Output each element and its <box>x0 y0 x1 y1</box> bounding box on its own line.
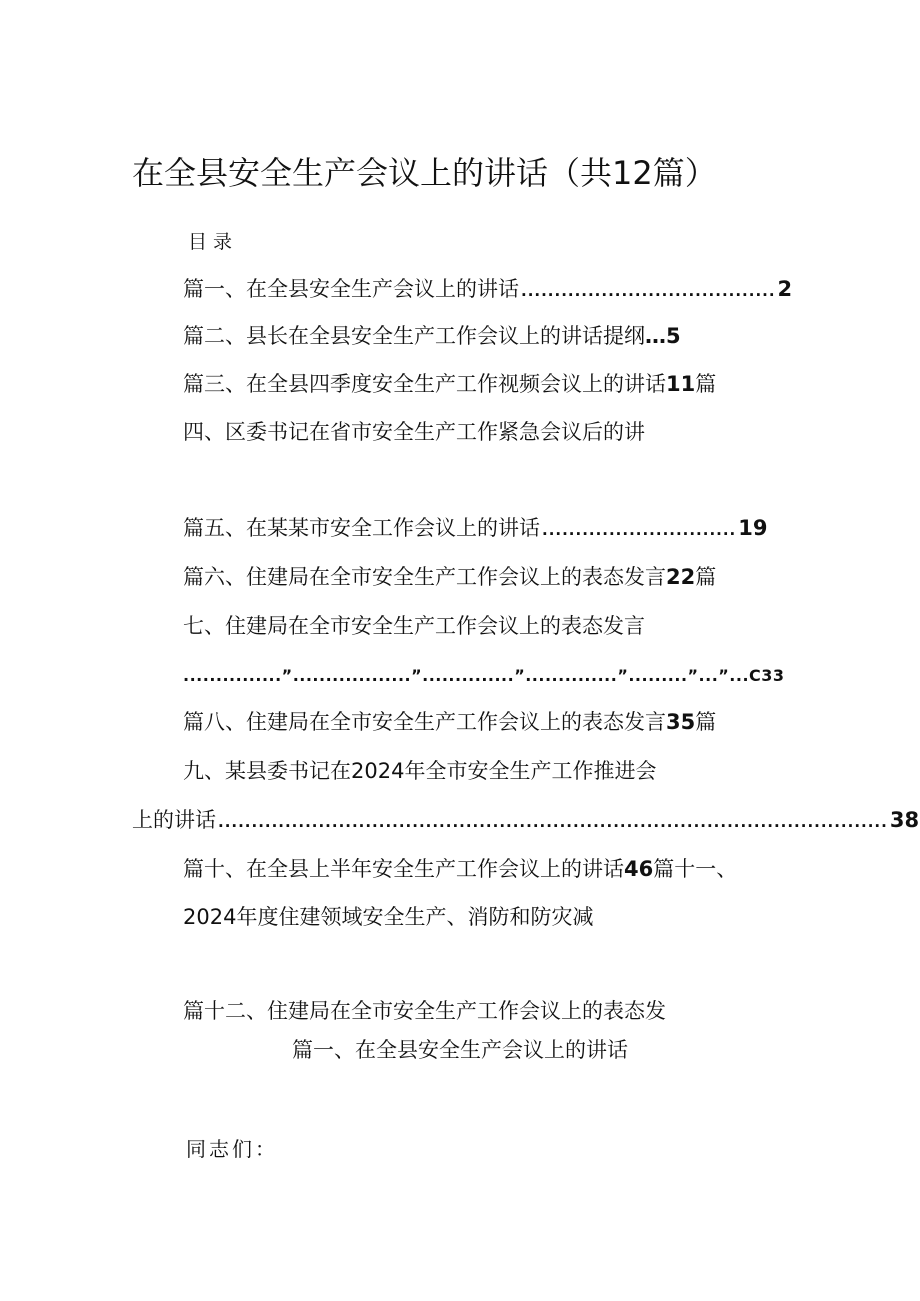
salutation: 同志们： <box>186 1137 278 1161</box>
toc-entry-label: 2024年度住建领域安全生产、消防和防灾减 <box>183 905 594 929</box>
toc-entry-label: 四、区委书记在省市安全生产工作紧急会议后的讲 <box>183 420 645 444</box>
toc-entry-tail: 篇 <box>695 565 717 589</box>
toc-leader-dots: .................................................................................................... <box>218 813 888 831</box>
toc-entry-label: 篇八、住建局在全市安全生产工作会议上的表态发言 <box>183 710 666 734</box>
toc-entry-label: 篇二、县长在全县安全生产工作会议上的讲话提纲 <box>183 324 645 348</box>
toc-entry-label: 篇一、在全县安全生产会议上的讲话 <box>183 277 519 301</box>
toc-page-number: 19 <box>738 516 768 540</box>
toc-page-number: 2 <box>777 277 793 301</box>
toc-entry-4[interactable] <box>183 418 645 446</box>
section-title: 篇一、在全县安全生产会议上的讲话 <box>292 1038 628 1062</box>
toc-leader-dots: ............................. <box>542 521 737 539</box>
toc-entry-7-leader: ...............”..................”..............”..............”.........”...”...C33 <box>183 666 785 685</box>
toc-page-number: 38 <box>889 808 920 832</box>
toc-entry-9-continuation[interactable] <box>132 806 920 834</box>
toc-entry-label: 篇十、在全县上半年安全生产工作会议上的讲话 <box>183 857 624 881</box>
toc-page-number: 11 <box>666 372 696 396</box>
toc-entry-10[interactable] <box>183 855 737 883</box>
toc-entry-label: 篇十二、住建局在全市安全生产工作会议上的表态发 <box>183 999 666 1023</box>
toc-entry-label: 篇五、在某某市安全工作会议上的讲话 <box>183 516 540 540</box>
document-title: 在全县安全生产会议上的讲话（共12篇） <box>132 154 717 192</box>
toc-leader-ellipsis: … <box>645 324 666 348</box>
toc-entry-label: 七、住建局在全市安全生产工作会议上的表态发言 <box>183 614 645 638</box>
toc-page-number: 22 <box>666 565 696 589</box>
toc-entry-tail: 篇 <box>695 372 717 396</box>
toc-page-number: 5 <box>666 324 681 348</box>
toc-entry-1[interactable] <box>183 275 793 303</box>
toc-entry-tail: 篇十一、 <box>653 857 738 881</box>
toc-leader-dots: ...................................... <box>521 282 776 300</box>
toc-entry-12[interactable] <box>183 997 666 1025</box>
toc-entry-11[interactable] <box>183 903 593 931</box>
toc-page-number: 46 <box>624 857 654 881</box>
toc-page-number: 35 <box>666 710 696 734</box>
toc-entry-label: 上的讲话 <box>132 808 216 832</box>
toc-entry-label: 篇六、住建局在全市安全生产工作会议上的表态发言 <box>183 565 666 589</box>
toc-entry-3[interactable] <box>183 370 716 398</box>
toc-entry-7[interactable] <box>183 612 645 640</box>
toc-entry-9[interactable] <box>183 757 656 785</box>
toc-entry-2[interactable] <box>183 322 681 350</box>
toc-entry-tail: 篇 <box>695 710 717 734</box>
toc-heading: 目录 <box>188 231 239 253</box>
toc-entry-label: 篇三、在全县四季度安全生产工作视频会议上的讲话 <box>183 372 666 396</box>
toc-entry-label: 九、某县委书记在2024年全市安全生产工作推进会 <box>183 759 657 783</box>
toc-entry-5[interactable] <box>183 514 766 542</box>
toc-entry-8[interactable] <box>183 708 716 736</box>
toc-entry-6[interactable] <box>183 563 716 591</box>
